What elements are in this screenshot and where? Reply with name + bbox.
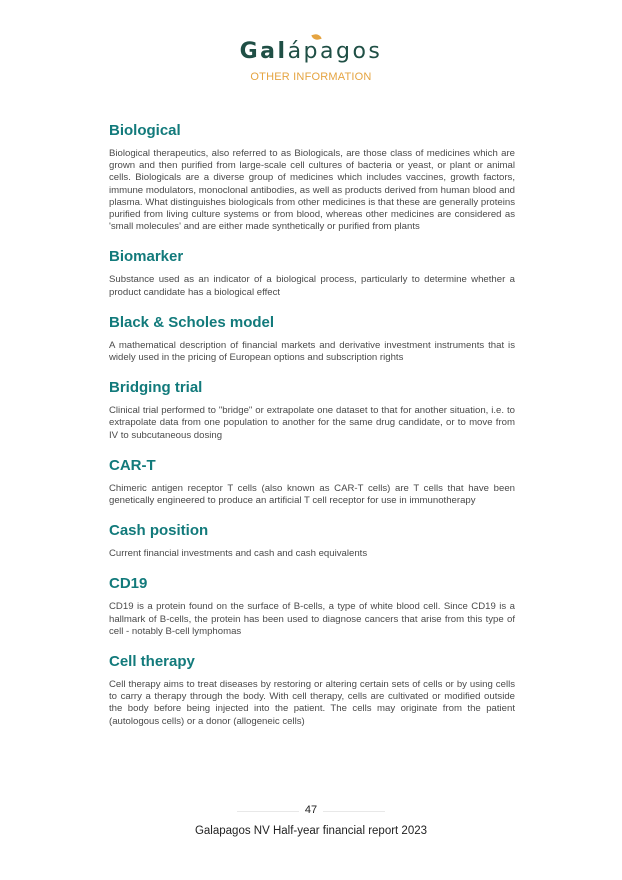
term-definition: CD19 is a protein found on the surface of B-cells, a type of white blood cell. Since CD19 is a hallmark of B-cells, the protein has been used to diagnose cancers that arise from this type of cell - notably B-cell lymphomas <box>109 601 515 637</box>
term-cell-therapy <box>109 653 515 728</box>
logo-rest-text: ápagos <box>287 39 383 64</box>
term-definition: Current financial investments and cash and cash equivalents <box>109 548 368 560</box>
term-title: Cell therapy <box>109 653 195 671</box>
term-definition: Chimeric antigen receptor T cells (also known as CAR-T cells) are T cells that have been genetically engineered to produce an artificial T cell receptor for use in immunotherapy <box>109 482 515 507</box>
term-cash-position <box>109 522 515 560</box>
page-footer <box>0 800 622 838</box>
term-definition: Biological therapeutics, also referred to as Biologicals, are those class of medicines which are grown and then purified from large-scale cell cultures of bacteria or yeast, or plant or animal cells. Biologicals are a diverse group of medicines which includes vaccines, growth factors, immune modulators, monoclonal antibodies, as well as products derived from human blood and plasma. What distinguishes biologicals from other medicines is that these are generally proteins purified from living culture systems or from blood, whereas other medicines are considered as 'small molecules' and are either made synthetically or purified from plants <box>109 148 515 233</box>
term-definition: Cell therapy aims to treat diseases by restoring or altering certain sets of cells or by using cells to carry a therapy through the body. With cell therapy, cells are cultivated or modified outside the body before being injected into the patient. The cells may originate from the patient (autologous cells) or a donor (allogeneic cells) <box>109 679 515 727</box>
term-biological <box>109 122 515 233</box>
term-title: Biomarker <box>109 248 184 266</box>
term-title: Bridging trial <box>109 379 203 397</box>
logo-bold-text: Gal <box>239 39 288 64</box>
term-title: CAR-T <box>109 456 156 474</box>
section-label: OTHER INFORMATION <box>250 71 372 83</box>
term-black-scholes-model <box>109 314 515 364</box>
term-title: Biological <box>109 122 181 139</box>
term-car-t <box>109 457 515 507</box>
page-header <box>0 38 622 84</box>
term-definition: Clinical trial performed to "bridge" or extrapolate one dataset to that for another situation, i.e. to extrapolate data from one population to another for the same drug candidate, or to move from IV to subcutaneous dosing <box>109 405 515 441</box>
galapagos-logo <box>240 38 383 66</box>
term-definition: A mathematical description of financial markets and derivative investment instruments that is widely used in the pricing of European options and subscription rights <box>109 339 515 364</box>
term-title: Black & Scholes model <box>109 313 275 331</box>
page-number: 47 <box>299 803 323 817</box>
glossary-content <box>109 122 515 743</box>
term-bridging-trial <box>109 379 515 442</box>
term-definition: Substance used as an indicator of a biological process, particularly to determine whether a product candidate has a biological effect <box>109 274 515 298</box>
term-cd19 <box>109 575 515 638</box>
term-title: Cash position <box>109 522 209 540</box>
term-biomarker <box>109 248 515 298</box>
report-title: Galapagos NV Half-year financial report 2023 <box>194 825 428 837</box>
term-title: CD19 <box>109 575 148 593</box>
